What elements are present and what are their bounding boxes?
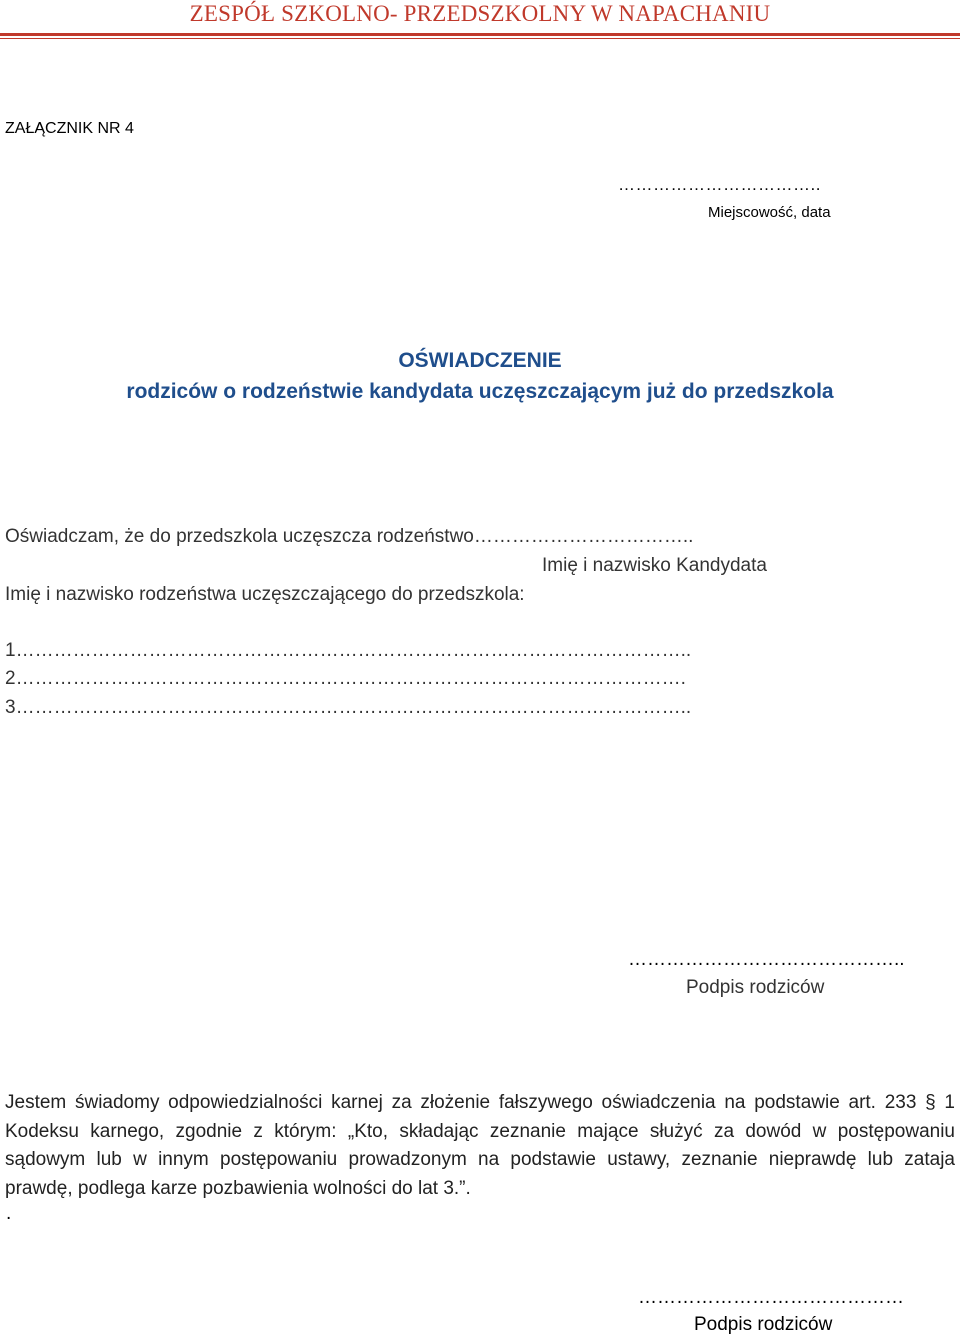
sibling-field-2: 2…………………………………………………………………………………………….	[5, 668, 686, 689]
document-title: OŚWIADCZENIE	[398, 349, 562, 372]
declaration-line: Oświadczam, że do przedszkola uczęszcza rodzeństwo……………………………..	[5, 526, 694, 547]
sibling-field-1: 1……………………………………………………………………………………………..	[5, 640, 692, 661]
parent-signature-label-1: Podpis rodziców	[686, 977, 825, 998]
stray-dot: .	[6, 1203, 12, 1224]
place-date-label: Miejscowość, data	[708, 204, 831, 221]
candidate-name-label: Imię i nazwisko Kandydata	[542, 555, 767, 576]
parent-signature-field-2: ……………………………………	[638, 1287, 904, 1308]
school-name-header: ZESPÓŁ SZKOLNO- PRZEDSZKOLNY W NAPACHANIU	[189, 1, 771, 26]
parent-signature-label-2: Podpis rodziców	[694, 1314, 833, 1335]
sibling-field-3: 3……………………………………………………………………………………………..	[5, 697, 692, 718]
parent-signature-field-1: ……………………………………..	[628, 949, 905, 970]
header-rule	[0, 33, 960, 36]
legal-statement: Jestem świadomy odpowiedzialności karnej za złożenie fałszywego oświadczenia na podstawie art. 233 § 1 Kodeksu karnego, zgodnie z którym: „Kto, składając zeznanie mające służyć za dowód w postępowaniu sądowym lub w innym postępowaniu prowadzonym na podstawie ustawy, zeznanie nieprawdę lub zataja prawdę, podlega karze pozbawienia wolności do lat 3.”.	[5, 1092, 955, 1199]
header-rule-thin	[0, 38, 960, 39]
place-date-field: ……………………………..	[618, 175, 821, 194]
annex-number: ZAŁĄCZNIK NR 4	[5, 120, 134, 137]
document-subtitle: rodziców o rodzeństwie kandydata uczęszczającym już do przedszkola	[126, 380, 834, 403]
siblings-label: Imię i nazwisko rodzeństwa uczęszczającego do przedszkola:	[5, 584, 525, 605]
